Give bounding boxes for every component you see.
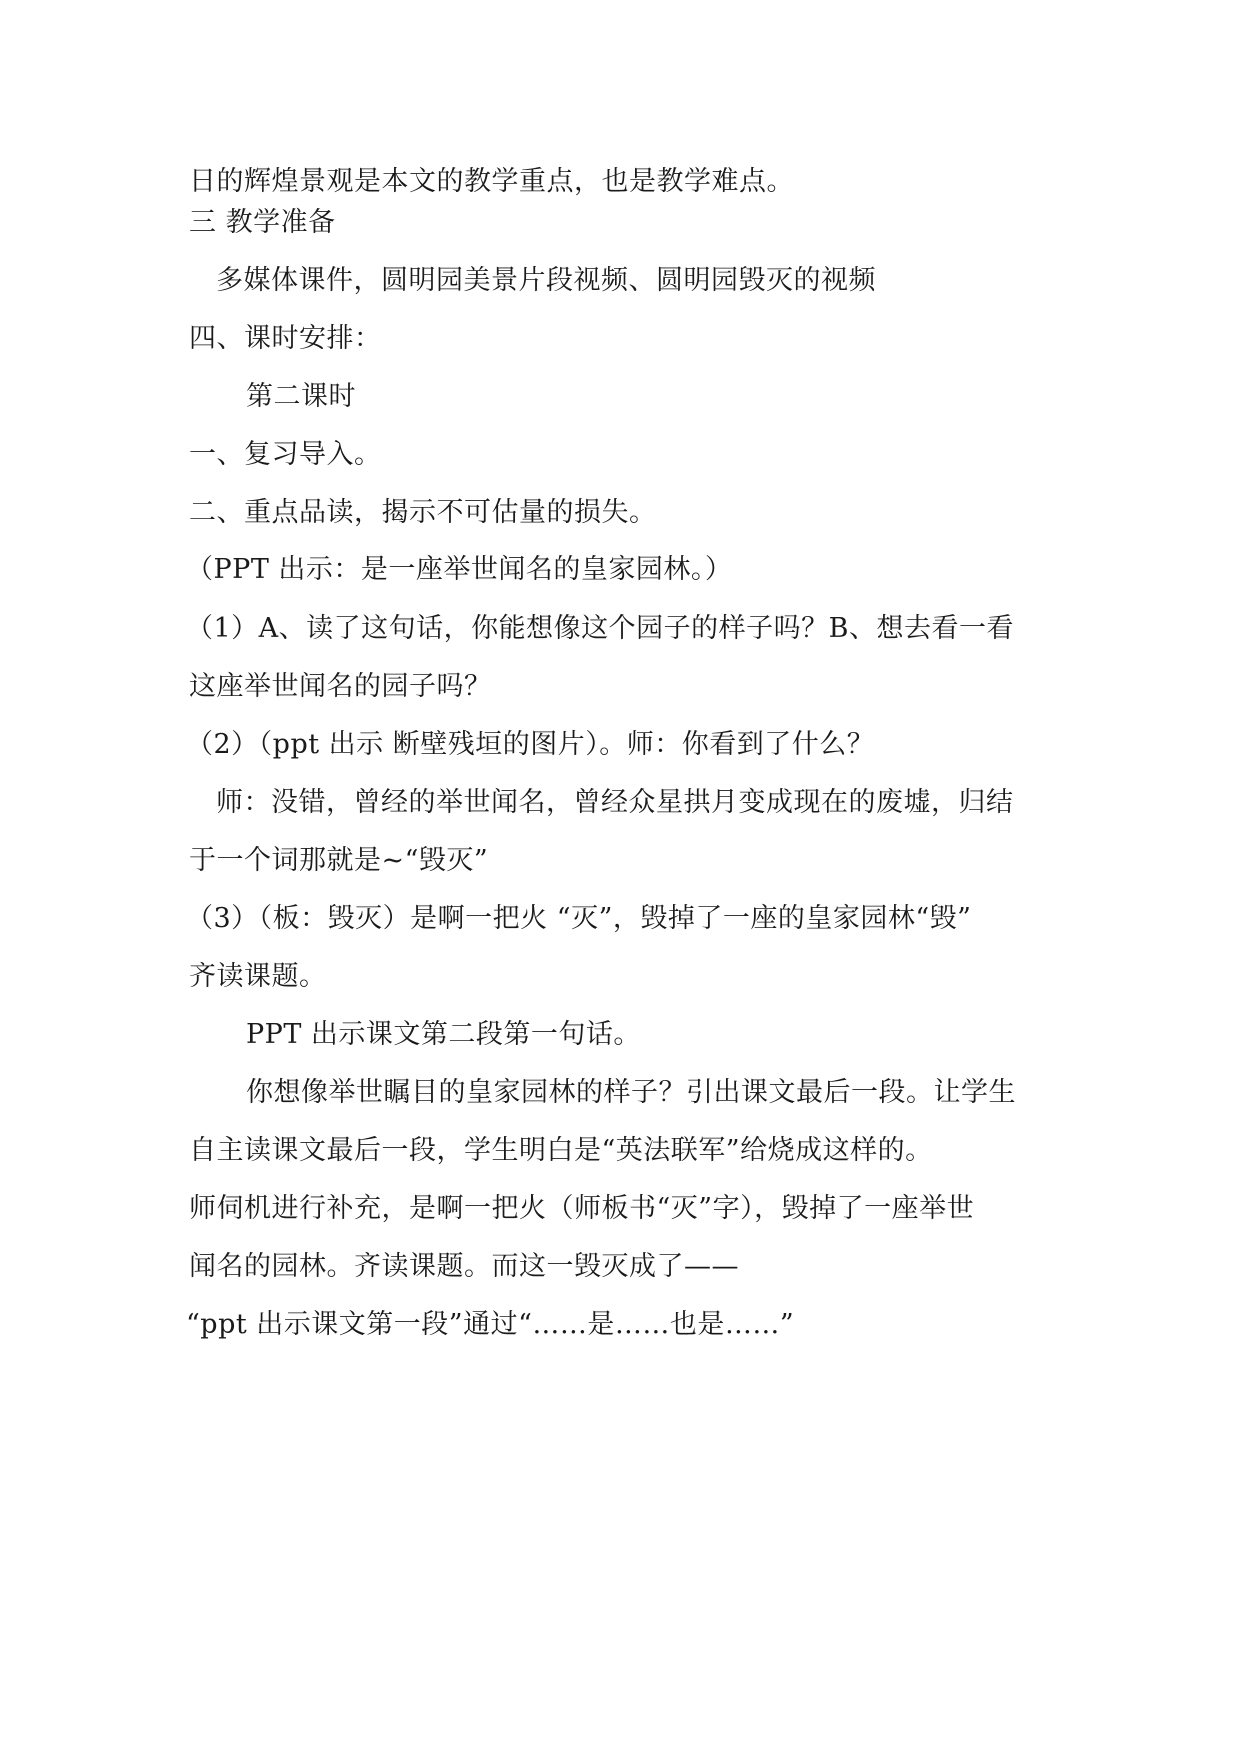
text-line-17: 你想像举世瞩目的皇家园林的样子？引出课文最后一段。让学生 — [246, 1077, 1016, 1108]
text-line-19: 师伺机进行补充，是啊一把火（师板书“灭”字），毁掉了一座举世 — [189, 1193, 975, 1224]
text-line-15: 齐读课题。 — [189, 961, 327, 992]
text-line-9: （1）A、读了这句话，你能想像这个园子的样子吗？B、想去看一看 — [186, 613, 1015, 644]
section-heading-schedule: 四、课时安排： — [189, 323, 382, 354]
text-line-3: 多媒体课件，圆明园美景片段视频、圆明园毁灭的视频 — [216, 265, 876, 296]
text-line-21: “ppt 出示课文第一段”通过“……是……也是……” — [186, 1309, 795, 1340]
text-line-20: 闻名的园林。齐读课题。而这一毁灭成了—— — [189, 1251, 739, 1282]
step-key-reading: 二、重点品读，揭示不可估量的损失。 — [189, 497, 657, 528]
text-line-18: 自主读课文最后一段，学生明白是“英法联军”给烧成这样的。 — [189, 1135, 933, 1166]
text-line-14: （3）（板：毁灭）是啊一把火 “灭”，毁掉了一座的皇家园林“毁” — [186, 903, 972, 934]
step-review: 一、复习导入。 — [189, 439, 382, 470]
lesson-title: 第二课时 — [246, 381, 356, 412]
text-line-11: （2）（ppt 出示 断壁残垣的图片）。师：你看到了什么？ — [186, 729, 875, 760]
text-line-1: 日的辉煌景观是本文的教学重点，也是教学难点。 — [189, 166, 794, 197]
text-line-12: 师：没错，曾经的举世闻名，曾经众星拱月变成现在的废墟，归结 — [216, 787, 1014, 818]
text-line-13: 于一个词那就是~“毁灭” — [189, 845, 489, 876]
text-line-10: 这座举世闻名的园子吗？ — [189, 671, 492, 702]
text-line-8: （PPT 出示：是一座举世闻名的皇家园林。） — [186, 554, 733, 585]
section-heading-preparation: 三 教学准备 — [189, 207, 336, 238]
text-line-16: PPT 出示课文第二段第一句话。 — [246, 1019, 641, 1050]
